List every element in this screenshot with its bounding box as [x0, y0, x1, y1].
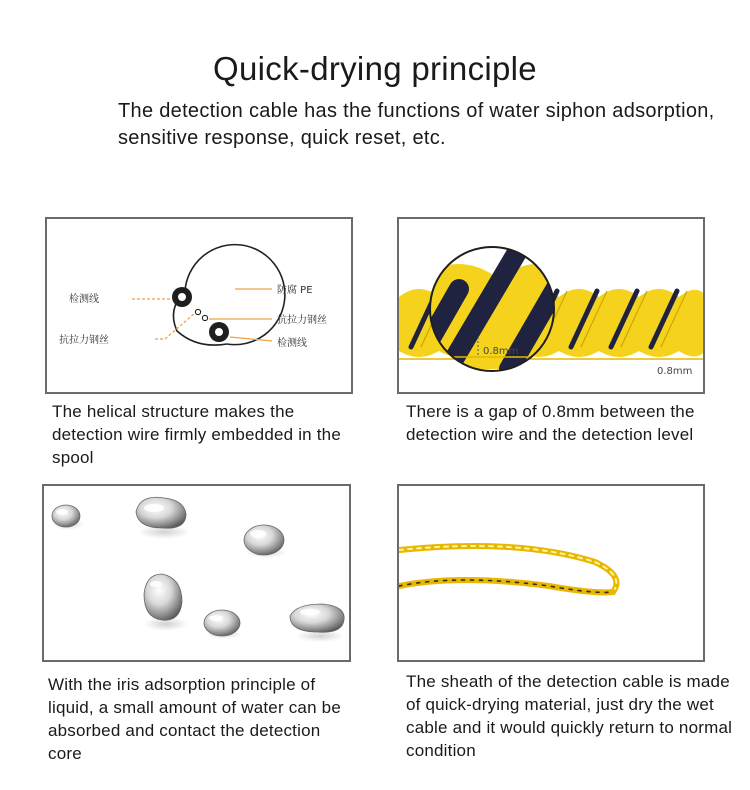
label-steel-wire-right: 抗拉力钢丝 — [277, 315, 327, 326]
caption-quick-drying: The sheath of the detection cable is made of quick-drying material, just dry the wet cable and it would quickly return to normal condition — [406, 672, 733, 760]
cross-section-panel — [45, 217, 353, 394]
pe-sheath-outline — [185, 245, 285, 345]
detection-wire-right-core — [215, 328, 223, 336]
water-droplets-panel — [42, 484, 351, 662]
label-steel-wire-left: 抗拉力钢丝 — [59, 335, 109, 346]
detection-wire-left-core — [178, 293, 186, 301]
gap-panel — [397, 217, 705, 394]
coiled-cable-illustration — [399, 486, 703, 660]
leader-detect-right — [230, 337, 272, 341]
steel-wire-right — [202, 315, 207, 320]
label-detect-wire-right: 检测线 — [277, 338, 307, 349]
caption-helical-structure: The helical structure makes the detection wire firmly embedded in the spool — [52, 402, 341, 467]
droplet — [136, 497, 190, 539]
droplet — [204, 610, 242, 639]
droplet — [290, 604, 344, 642]
label-detect-wire-left: 检测线 — [69, 294, 99, 305]
droplet — [244, 525, 286, 558]
steel-wire-left — [195, 309, 200, 314]
coiled-cable-panel — [397, 484, 705, 662]
droplet — [52, 505, 84, 530]
page-subtitle: The detection cable has the functions of water siphon adsorption, sensitive response, quick reset, etc. — [118, 100, 715, 149]
page-title: Quick-drying principle — [213, 50, 537, 87]
label-gap-zoom: 0.8mm — [483, 346, 519, 357]
label-pe: 防腐 PE — [277, 285, 313, 296]
label-gap-level: 0.8mm — [657, 366, 693, 377]
twisted-cable-magnified-diagram — [399, 219, 703, 392]
coiled-cable — [399, 546, 616, 592]
droplet — [144, 574, 188, 631]
water-droplets-illustration — [44, 486, 349, 660]
caption-adsorption: With the iris adsorption principle of liquid, a small amount of water can be absorbed and contact the detection core — [48, 675, 341, 763]
caption-gap: There is a gap of 0.8mm between the detection wire and the detection level — [406, 402, 695, 444]
cable-cross-section-diagram — [47, 219, 351, 392]
